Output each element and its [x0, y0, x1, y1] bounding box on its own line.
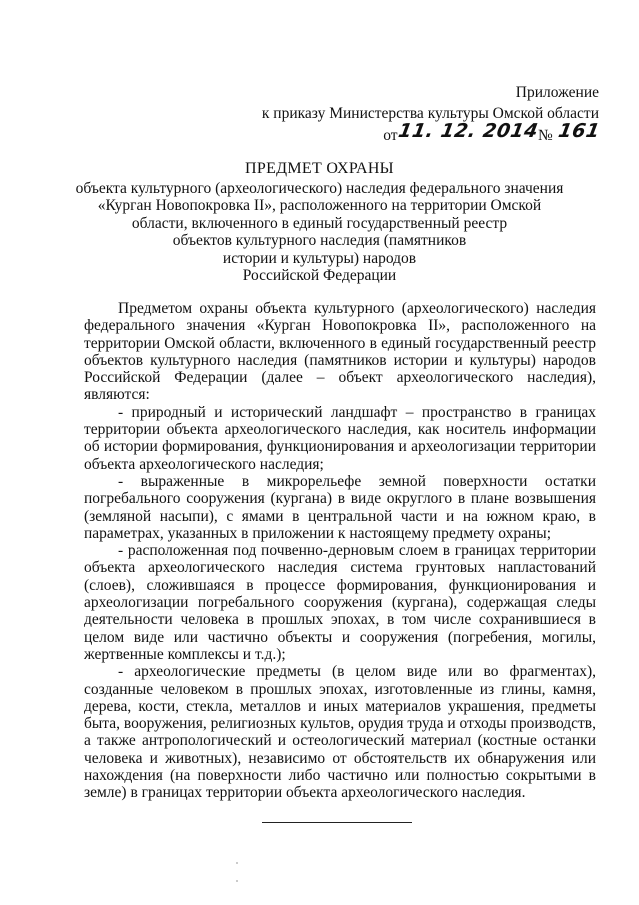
title-line: объекта культурного (археологического) наследия федерального значения: [75, 179, 564, 197]
protection-item-microrelief: - выраженные в микрорельефе земной поверхности остатки погребального сооружения (кургана) в виде округлого в плане возвышения (земляной насыпи), с ямами в центральной части и на южном краю, в параметрах, указанных в приложении к настоящему предмету охраны;: [84, 472, 596, 542]
scan-speck: [236, 880, 238, 882]
document-title: ПРЕДМЕТ ОХРАНЫ: [245, 160, 394, 177]
title-line: Российской Федерации: [242, 267, 397, 284]
scan-speck: [236, 862, 238, 864]
appendix-date-line: [262, 120, 602, 146]
appendix-order-reference: к приказу Министерства культуры Омской области: [261, 105, 599, 122]
handwritten-date: 11. 12. 2014: [396, 120, 540, 142]
protection-item-artifacts: - археологические предметы (в целом виде или во фрагментах), созданные человеком в прошлых эпохах, изготовленные из глины, камня, дерева, кости, стекла, металлов и иных материалов украшения, предметы быта, вооружения, религиозных культов, орудия труда и отходы производств, а также антропологический и остеологический материал (костные останки человека и животных), независимо от обстоятельств их обнаружения или нахождения (на поверхности либо частично или полностью сокрытыми в земле) в границах территории объекта археологического наследия.: [84, 663, 596, 802]
title-line: области, включенного в единый государственный реестр: [131, 214, 508, 232]
document-title-block: [0, 160, 639, 285]
closing-divider-line: [262, 822, 412, 823]
protection-item-landscape: - природный и исторический ландшафт – пространство в границах территории объекта археологического наследия, как носитель информации об истории формирования, функционирования и археологизации территории объекта археологического наследия;: [84, 403, 596, 473]
protection-item-soil-layers: - расположенная под почвенно-дерновым слоем в границах территории объекта археологического наследия система грунтовых напластований (слоев), сложившаяся в процессе формирования, функционирования и археологизации погребального сооружения (кургана), содержащая следы деятельности человека в прошлых эпохах, в том числе сохранившиеся в целом виде или частично объекты и сооружения (погребения, могилы, жертвенные комплексы и т.д.);: [84, 542, 596, 663]
date-prefix: от: [383, 127, 398, 144]
number-sign: №: [538, 127, 553, 144]
handwritten-number: 161: [556, 120, 602, 142]
document-body: [84, 300, 596, 802]
intro-paragraph: Предметом охраны объекта культурного (археологического) наследия федерального значения «Курган Новопокровка II», расположенного на территории Омской области, включенного в единый государственный реестр объектов культурного наследия (памятников истории и культуры) народов Российской Федерации (далее – объект археологического наследия), являются:: [84, 300, 596, 404]
title-line: «Курган Новопокровка II», расположенного на территории Омской: [97, 197, 542, 214]
appendix-header: [261, 82, 602, 146]
title-line: объектов культурного наследия (памятников: [172, 232, 467, 249]
title-line: истории и культуры) народов: [222, 249, 417, 267]
appendix-label: Приложение: [515, 84, 599, 101]
